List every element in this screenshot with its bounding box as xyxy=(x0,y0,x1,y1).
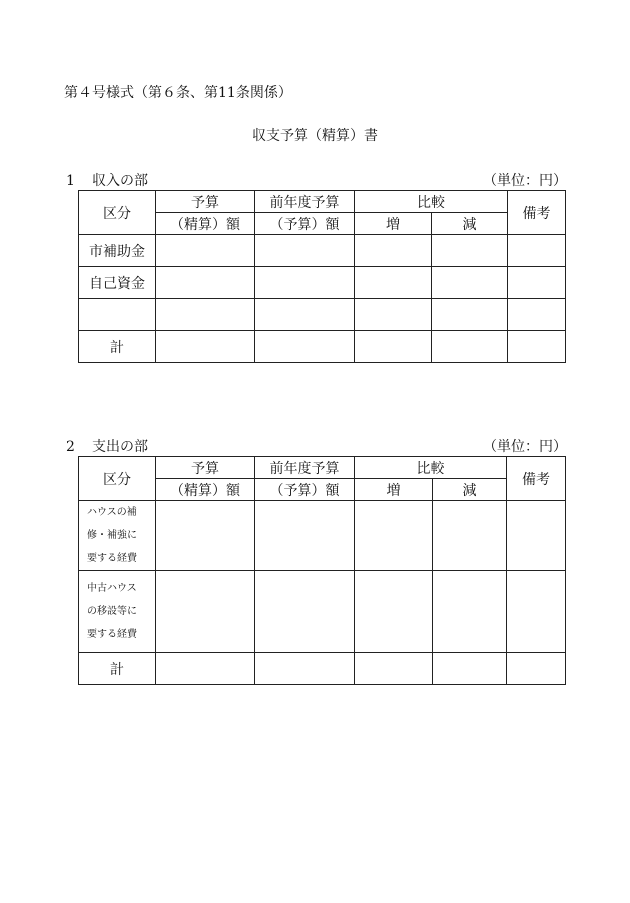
header-budget-sub: （精算）額 xyxy=(156,479,255,501)
budget-cell[interactable] xyxy=(156,501,255,571)
income-section-title: 収入の部 xyxy=(92,173,148,189)
header-prev-budget: 前年度予算 xyxy=(255,457,355,479)
decrease-cell[interactable] xyxy=(432,267,508,299)
increase-cell[interactable] xyxy=(355,653,433,685)
budget-cell[interactable] xyxy=(156,653,255,685)
increase-cell[interactable] xyxy=(355,299,432,331)
remarks-cell[interactable] xyxy=(508,299,566,331)
decrease-cell[interactable] xyxy=(433,653,507,685)
row-label[interactable] xyxy=(79,299,156,331)
form-number: 第４号様式（第６条、第11条関係） xyxy=(64,85,292,101)
row-label-line: 要する経費 xyxy=(87,629,137,640)
prev-budget-cell[interactable] xyxy=(255,267,355,299)
row-label-line: の移設等に xyxy=(87,606,137,617)
table-row xyxy=(79,501,566,571)
remarks-cell[interactable] xyxy=(508,331,566,363)
decrease-cell[interactable] xyxy=(432,299,508,331)
prev-budget-cell[interactable] xyxy=(255,571,355,653)
header-prev-budget-sub: （予算）額 xyxy=(255,479,355,501)
header-category: 区分 xyxy=(79,191,156,235)
total-label: 計 xyxy=(79,331,156,363)
prev-budget-cell[interactable] xyxy=(255,299,355,331)
remarks-cell[interactable] xyxy=(508,235,566,267)
expense-unit-label: （単位：円） xyxy=(483,439,567,455)
remarks-cell[interactable] xyxy=(507,653,566,685)
expense-table xyxy=(78,456,566,685)
total-label: 計 xyxy=(79,653,156,685)
total-row xyxy=(79,331,566,363)
table-row xyxy=(79,571,566,653)
row-label-line: 要する経費 xyxy=(87,553,137,564)
decrease-cell[interactable] xyxy=(432,331,508,363)
header-compare: 比較 xyxy=(355,191,508,213)
budget-cell[interactable] xyxy=(156,267,255,299)
row-label-line: 中古ハウス xyxy=(87,583,137,594)
remarks-cell[interactable] xyxy=(507,501,566,571)
header-decrease: 減 xyxy=(433,479,507,501)
decrease-cell[interactable] xyxy=(433,571,507,653)
table-row xyxy=(79,299,566,331)
increase-cell[interactable] xyxy=(355,331,432,363)
row-label: 自己資金 xyxy=(79,267,156,299)
income-unit-label: （単位：円） xyxy=(483,173,567,189)
header-budget: 予算 xyxy=(156,457,255,479)
decrease-cell[interactable] xyxy=(433,501,507,571)
header-prev-budget-sub: （予算）額 xyxy=(255,213,355,235)
table-row xyxy=(79,267,566,299)
remarks-cell[interactable] xyxy=(507,571,566,653)
header-category: 区分 xyxy=(79,457,156,501)
row-label: 市補助金 xyxy=(79,235,156,267)
budget-cell[interactable] xyxy=(156,331,255,363)
budget-cell[interactable] xyxy=(156,299,255,331)
row-label xyxy=(79,571,156,653)
increase-cell[interactable] xyxy=(355,501,433,571)
header-remarks: 備考 xyxy=(507,457,566,501)
prev-budget-cell[interactable] xyxy=(255,653,355,685)
budget-cell[interactable] xyxy=(156,571,255,653)
header-decrease: 減 xyxy=(432,213,508,235)
remarks-cell[interactable] xyxy=(508,267,566,299)
table-row xyxy=(79,235,566,267)
header-increase: 増 xyxy=(355,213,432,235)
document-title: 収支予算（精算）書 xyxy=(252,128,378,144)
header-increase: 増 xyxy=(355,479,433,501)
row-label xyxy=(79,501,156,571)
expense-section-heading xyxy=(66,436,566,456)
increase-cell[interactable] xyxy=(355,571,433,653)
row-label-line: ハウスの補 xyxy=(87,507,137,518)
row-label-line: 修・補強に xyxy=(87,530,137,541)
header-compare: 比較 xyxy=(355,457,507,479)
expense-section-number: 2 xyxy=(66,439,75,455)
header-remarks: 備考 xyxy=(508,191,566,235)
total-row xyxy=(79,653,566,685)
prev-budget-cell[interactable] xyxy=(255,331,355,363)
increase-cell[interactable] xyxy=(355,235,432,267)
prev-budget-cell[interactable] xyxy=(255,235,355,267)
budget-cell[interactable] xyxy=(156,235,255,267)
income-table xyxy=(78,190,566,363)
expense-section-title: 支出の部 xyxy=(92,439,148,455)
header-budget: 予算 xyxy=(156,191,255,213)
income-section-heading xyxy=(66,170,566,190)
decrease-cell[interactable] xyxy=(432,235,508,267)
prev-budget-cell[interactable] xyxy=(255,501,355,571)
header-prev-budget: 前年度予算 xyxy=(255,191,355,213)
increase-cell[interactable] xyxy=(355,267,432,299)
income-section-number: 1 xyxy=(66,173,75,189)
header-budget-sub: （精算）額 xyxy=(156,213,255,235)
